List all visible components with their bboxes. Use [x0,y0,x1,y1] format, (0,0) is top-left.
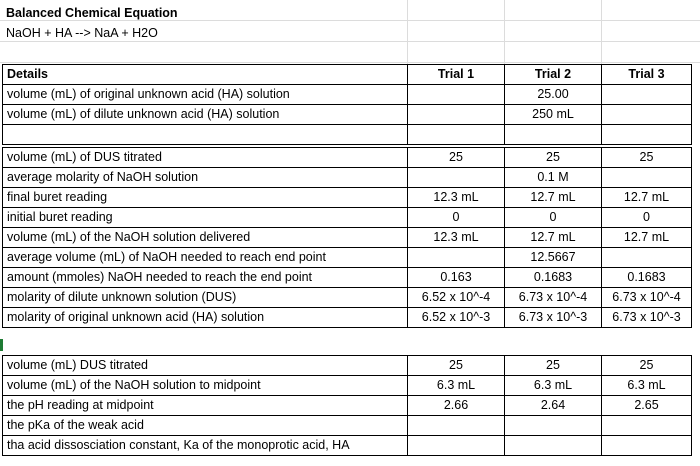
table-row [3,268,692,288]
table-row [3,396,692,416]
row-label[interactable]: the pH reading at midpoint [3,396,408,416]
trial-2-value[interactable]: 0 [505,208,602,228]
trial-3-value[interactable]: 0 [602,208,692,228]
details-table-top [2,64,692,145]
row-label[interactable]: volume (mL) of original unknown acid (HA) solution [3,85,408,105]
trial-1-value[interactable]: 12.3 mL [408,188,505,208]
details-table-middle [2,147,692,328]
gridline [0,62,700,63]
gridline [504,0,505,64]
table-row [3,105,692,125]
trial-1-value[interactable]: 25 [408,148,505,168]
trial-3-value[interactable]: 0.1683 [602,268,692,288]
trial-1-value[interactable]: 25 [408,356,505,376]
table-row [3,85,692,105]
trial-2-value[interactable] [505,416,602,436]
table-row [3,308,692,328]
trial-2-value[interactable]: 12.7 mL [505,188,602,208]
row-label[interactable]: volume (mL) of the NaOH solution delivered [3,228,408,248]
trial-1-value[interactable]: 6.52 x 10^-3 [408,308,505,328]
trial-2-value[interactable]: 6.73 x 10^-3 [505,308,602,328]
trial-3-value[interactable]: 6.73 x 10^-4 [602,288,692,308]
trial-3-value[interactable] [602,105,692,125]
trial-3-value[interactable]: 25 [602,356,692,376]
trial-1-value[interactable]: 6.52 x 10^-4 [408,288,505,308]
trial-2-value[interactable]: 6.3 mL [505,376,602,396]
cell-selection-marker [0,339,3,351]
table-row [3,248,692,268]
gridline [0,20,700,21]
trial-3-value[interactable]: 2.65 [602,396,692,416]
sheet-title: Balanced Chemical Equation [6,6,178,20]
trial-3-value[interactable]: 6.73 x 10^-3 [602,308,692,328]
blank-row [3,125,692,145]
trial-1-value[interactable]: 6.3 mL [408,376,505,396]
trial-2-value[interactable]: 25.00 [505,85,602,105]
trial-1-value[interactable] [408,416,505,436]
row-label[interactable]: initial buret reading [3,208,408,228]
row-label[interactable]: molarity of dilute unknown solution (DUS) [3,288,408,308]
table-row [3,436,692,456]
trial-1-value[interactable]: 12.3 mL [408,228,505,248]
table-row [3,288,692,308]
gridline [0,41,700,42]
row-label[interactable]: tha acid dissosciation constant, Ka of the monoprotic acid, HA [3,436,408,456]
trial-1-value[interactable]: 0.163 [408,268,505,288]
trial-3-value[interactable] [602,248,692,268]
trial-2-value[interactable]: 2.64 [505,396,602,416]
row-label[interactable]: volume (mL) of the NaOH solution to midpoint [3,376,408,396]
table-row [3,376,692,396]
trial-1-value[interactable] [408,436,505,456]
details-table-bottom [2,355,692,456]
table-row [3,416,692,436]
trial-2-value[interactable]: 0.1 M [505,168,602,188]
table-row [3,208,692,228]
trial-2-value[interactable]: 25 [505,148,602,168]
trial-3-value[interactable]: 12.7 mL [602,188,692,208]
trial-2-value[interactable]: 6.73 x 10^-4 [505,288,602,308]
row-label[interactable]: average molarity of NaOH solution [3,168,408,188]
row-label[interactable]: volume (mL) DUS titrated [3,356,408,376]
table-row [3,148,692,168]
trial-1-value[interactable] [408,248,505,268]
trial-2-value[interactable]: 12.7 mL [505,228,602,248]
table-row [3,188,692,208]
trial-3-value[interactable] [602,416,692,436]
trial-1-value[interactable]: 2.66 [408,396,505,416]
trial-2-value[interactable]: 0.1683 [505,268,602,288]
trial-3-value[interactable] [602,85,692,105]
table-row [3,228,692,248]
table-row [3,356,692,376]
trial-2-value[interactable]: 12.5667 [505,248,602,268]
row-label[interactable]: volume (mL) of DUS titrated [3,148,408,168]
trial-3-value[interactable] [602,436,692,456]
header-trial-1: Trial 1 [408,65,505,85]
header-details: Details [3,65,408,85]
trial-3-value[interactable]: 25 [602,148,692,168]
row-label[interactable]: amount (mmoles) NaOH needed to reach the end point [3,268,408,288]
trial-1-value[interactable] [408,105,505,125]
header-row [3,65,692,85]
table-row [3,168,692,188]
gridline [601,0,602,64]
trial-3-value[interactable] [602,168,692,188]
trial-1-value[interactable] [408,85,505,105]
trial-2-value[interactable]: 25 [505,356,602,376]
gridline [407,0,408,64]
trial-2-value[interactable] [505,436,602,456]
row-label[interactable]: final buret reading [3,188,408,208]
row-label[interactable]: the pKa of the weak acid [3,416,408,436]
equation-text: NaOH + HA --> NaA + H2O [6,26,158,40]
trial-1-value[interactable]: 0 [408,208,505,228]
trial-3-value[interactable]: 12.7 mL [602,228,692,248]
trial-1-value[interactable] [408,168,505,188]
trial-2-value[interactable]: 250 mL [505,105,602,125]
header-trial-2: Trial 2 [505,65,602,85]
row-label[interactable]: volume (mL) of dilute unknown acid (HA) solution [3,105,408,125]
header-trial-3: Trial 3 [602,65,692,85]
row-label[interactable]: average volume (mL) of NaOH needed to reach end point [3,248,408,268]
trial-3-value[interactable]: 6.3 mL [602,376,692,396]
row-label[interactable]: molarity of original unknown acid (HA) solution [3,308,408,328]
